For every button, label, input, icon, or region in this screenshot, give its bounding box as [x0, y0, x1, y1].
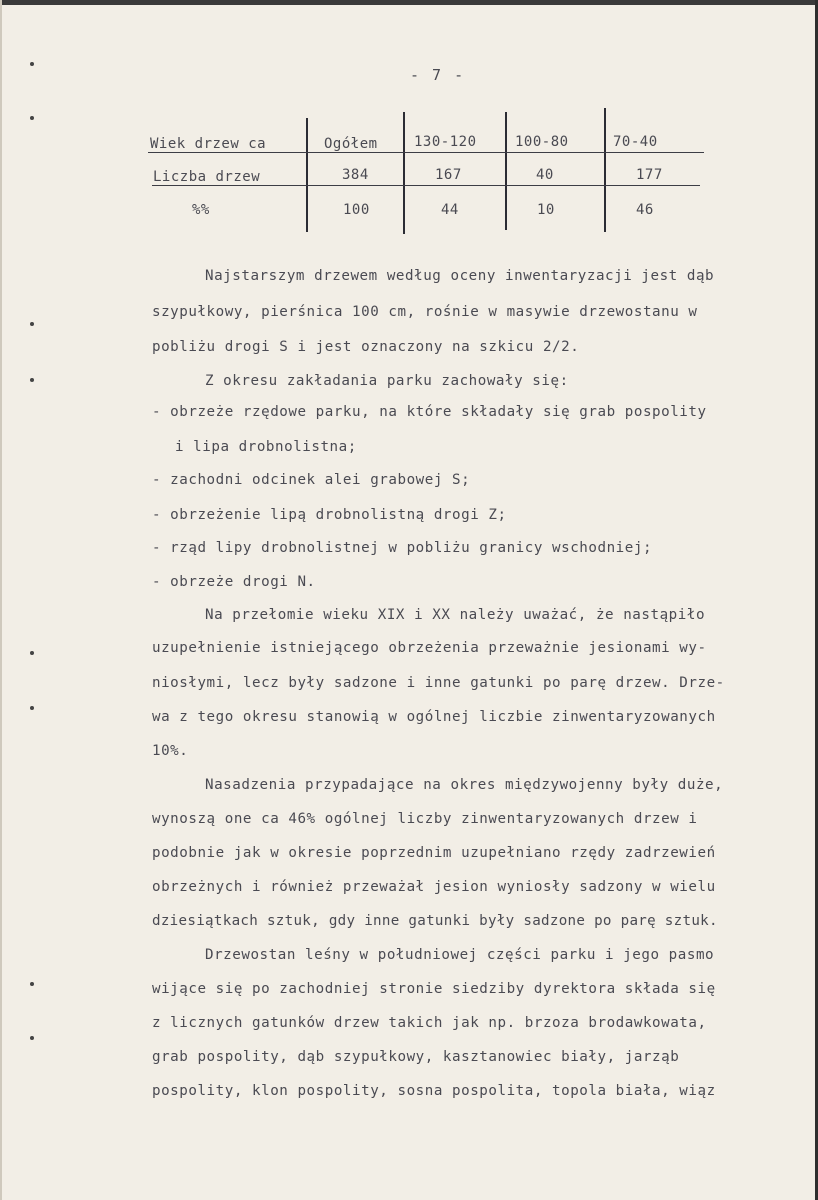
- table-cell: 167: [435, 167, 462, 183]
- table-cell: 100: [343, 202, 370, 218]
- table-column-divider: [505, 112, 507, 230]
- text-line: pospolity, klon pospolity, sosna pospolita, topola biała, wiąz: [152, 1083, 716, 1099]
- text-line: - zachodni odcinek alei grabowej S;: [152, 472, 471, 488]
- table-row-label: Liczba drzew: [153, 169, 261, 185]
- text-line: Drzewostan leśny w południowej części parku i jego pasmo: [205, 947, 715, 963]
- text-line: - rząd lipy drobnolistnej w pobliżu granicy wschodniej;: [152, 540, 653, 556]
- text-line: Nasadzenia przypadające na okres międzywojenny były duże,: [205, 777, 724, 793]
- text-line: Z okresu zakładania parku zachowały się:: [205, 373, 569, 389]
- text-line: wa z tego okresu stanowią w ogólnej liczbie zinwentaryzowanych: [152, 709, 716, 725]
- table-header-cell: 70-40: [613, 134, 658, 150]
- punch-mark: [30, 706, 34, 710]
- text-line: dziesiątkach sztuk, gdy inne gatunki były sadzone po parę sztuk.: [152, 913, 718, 929]
- table-cell: 10: [537, 202, 555, 218]
- table-column-divider: [403, 112, 405, 234]
- table-row-rule: [152, 185, 700, 186]
- page-number: - 7 -: [410, 66, 466, 84]
- table-row-label: %%: [192, 202, 210, 218]
- text-line: wijące się po zachodniej stronie siedziby dyrektora składa się: [152, 981, 716, 997]
- table-header-cell: 100-80: [515, 134, 569, 150]
- text-line: Na przełomie wieku XIX i XX należy uważać, że nastąpiło: [205, 607, 706, 623]
- table-cell: 44: [441, 202, 459, 218]
- table-header-rule: [148, 152, 704, 153]
- punch-mark: [30, 1036, 34, 1040]
- text-line: - obrzeże drogi N.: [152, 574, 316, 590]
- text-line: z licznych gatunków drzew takich jak np. brzoza brodawkowata,: [152, 1015, 707, 1031]
- text-line: uzupełnienie istniejącego obrzeżenia przeważnie jesionami wy-: [152, 640, 707, 656]
- table-cell: 40: [536, 167, 554, 183]
- table-header-cell: 130-120: [414, 134, 477, 150]
- punch-mark: [30, 322, 34, 326]
- text-line: - obrzeże rzędowe parku, na które składały się grab pospolity: [152, 404, 707, 420]
- table-column-divider: [604, 108, 606, 232]
- text-line: niosłymi, lecz były sadzone i inne gatunki po parę drzew. Drze-: [152, 675, 725, 691]
- text-line: i lipa drobnolistna;: [175, 439, 357, 455]
- text-line: pobliżu drogi S i jest oznaczony na szkicu 2/2.: [152, 339, 580, 355]
- table-header-cell: Wiek drzew ca: [150, 136, 267, 152]
- text-line: wynoszą one ca 46% ogólnej liczby zinwentaryzowanych drzew i: [152, 811, 698, 827]
- age-table: [0, 0, 818, 250]
- text-line: podobnie jak w okresie poprzednim uzupełniano rzędy zadrzewień: [152, 845, 716, 861]
- text-line: - obrzeżenie lipą drobnolistną drogi Z;: [152, 507, 507, 523]
- table-cell: 46: [636, 202, 654, 218]
- punch-mark: [30, 982, 34, 986]
- table-cell: 177: [636, 167, 663, 183]
- text-line: Najstarszym drzewem według oceny inwentaryzacji jest dąb: [205, 268, 715, 284]
- table-column-divider: [306, 118, 308, 232]
- text-line: grab pospolity, dąb szypułkowy, kasztanowiec biały, jarząb: [152, 1049, 680, 1065]
- table-cell: 384: [342, 167, 369, 183]
- text-line: 10%.: [152, 743, 189, 759]
- punch-mark: [30, 651, 34, 655]
- text-line: obrzeżnych i również przeważał jesion wyniosły sadzony w wielu: [152, 879, 716, 895]
- punch-mark: [30, 378, 34, 382]
- text-line: szypułkowy, pierśnica 100 cm, rośnie w masywie drzewostanu w: [152, 304, 698, 320]
- table-header-cell: Ogółem: [324, 136, 378, 152]
